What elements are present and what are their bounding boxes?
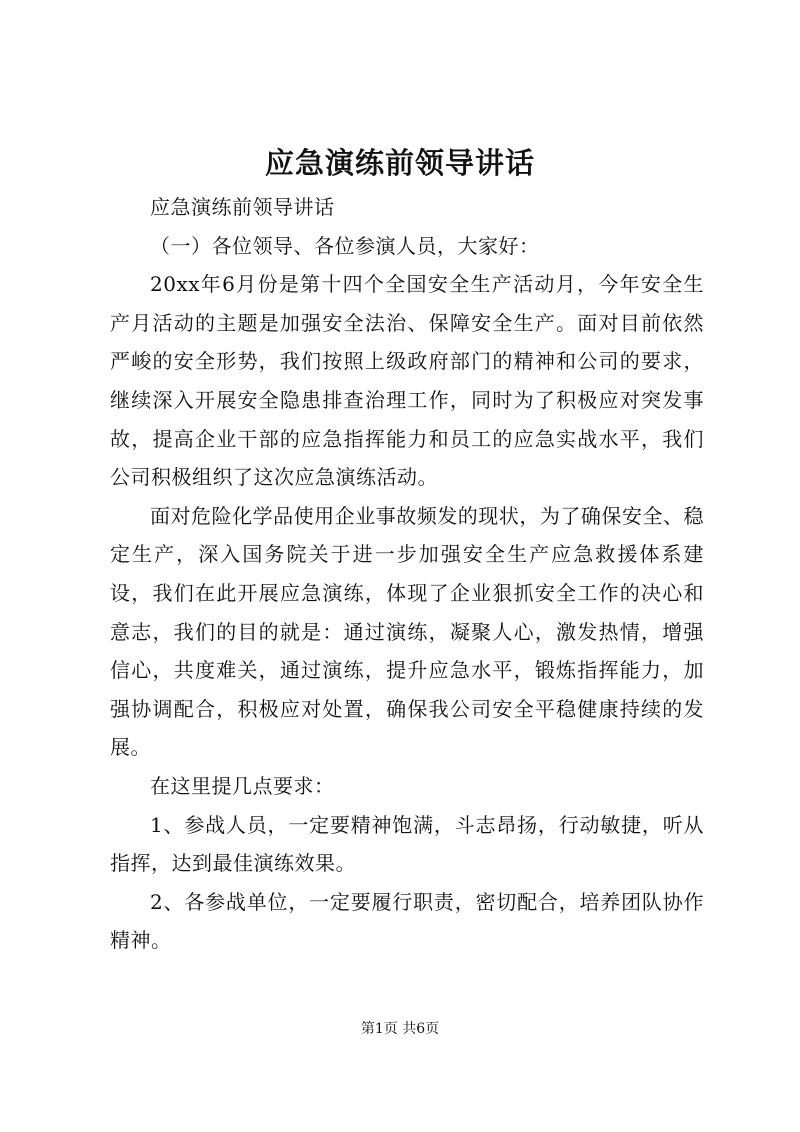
- paragraph-requirements-intro: 在这里提几点要求：: [150, 773, 335, 798]
- paragraph-greeting: （一）各位领导、各位参演人员，大家好：: [150, 233, 540, 258]
- paragraph-requirement-2: 2、各参战单位，一定要履行职责，密切配合，培养团队协作精神。: [110, 889, 704, 953]
- paragraph-requirement-1: 1、参战人员，一定要精神饱满，斗志昂扬，行动敏捷，听从指挥，达到最佳演练效果。: [110, 812, 704, 876]
- document-title: 应急演练前领导讲话: [264, 146, 535, 180]
- paragraph-safety-month: 20xx年6月份是第十四个全国安全生产活动月，今年安全生产月活动的主题是加强安全法治、保障安全生产。面对目前依然严峻的安全形势，我们按照上级政府部门的精神和公司的要求，继续深入开展安全隐患排查治理工作，同时为了积极应对突发事故，提高企业干部的应急指挥能力和员工的应急实战水平，我们公司积极组织了这次应急演练活动。: [110, 272, 704, 490]
- paragraph-subtitle: 应急演练前领导讲话: [150, 195, 335, 219]
- paragraph-purpose: 面对危险化学品使用企业事故频发的现状，为了确保安全、稳定生产，深入国务院关于进一步加强安全生产应急救援体系建设，我们在此开展应急演练，体现了企业狠抓安全工作的决心和意志，我们的目的就是：通过演练，凝聚人心，激发热情，增强信心，共度难关，通过演练，提升应急水平，锻炼指挥能力，加强协调配合，积极应对处置，确保我公司安全平稳健康持续的发展。: [110, 503, 704, 760]
- document-body: [110, 188, 704, 960]
- page-number-footer: 第1页 共6页: [360, 1021, 440, 1037]
